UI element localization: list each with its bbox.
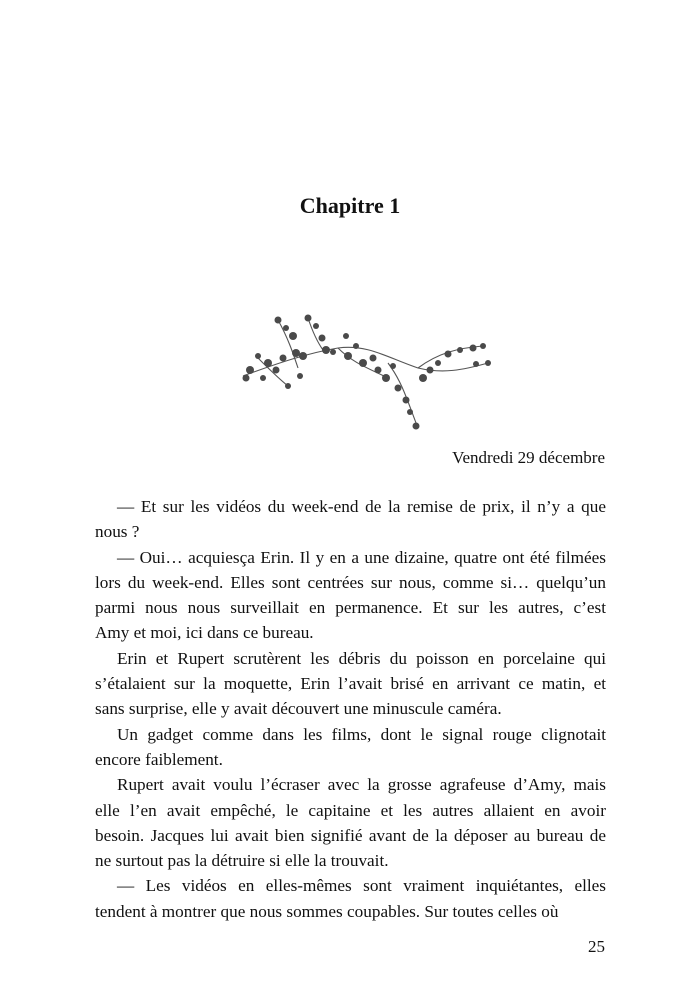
berry-dot [390,363,396,369]
page-number: 25 [588,937,605,956]
berry-dot [255,353,261,359]
berry-dot [246,366,254,374]
text-line: ne surtout pas la détruire si elle la trouvait. [95,851,389,871]
berry-dot [407,409,413,415]
berry-dot [285,383,291,389]
berry-dot [280,355,287,362]
berry-dot [445,351,452,358]
text-line: sans surprise, elle y avait découvert une minuscule caméra. [95,699,502,719]
chapter-date: Vendredi 29 décembre [452,448,605,467]
berry-dots [243,315,492,430]
berry-dot [353,343,359,349]
berry-dot [319,335,326,342]
text-line: tendent à montrer que nous sommes coupables. Sur toutes celles où [95,901,559,921]
body-text [95,494,606,924]
floral-branch-ornament [238,308,494,436]
berry-dot [480,343,486,349]
berry-dot [470,345,477,352]
berry-dot [322,346,330,354]
berry-dot [289,332,297,340]
berry-dot [297,373,303,379]
berry-dot [273,367,280,374]
berry-dot [343,333,349,339]
berry-dot [419,374,427,382]
text-line: parmi nous nous surveillait en permanence. Et sur les autres, c’est [95,598,606,618]
berry-dot [485,360,491,366]
berry-dot [292,349,300,357]
text-line: encore faiblement. [95,749,223,769]
berry-dot [427,367,434,374]
berry-dot [305,315,312,322]
berry-dot [395,385,402,392]
berry-dot [344,352,352,360]
berry-dot [330,349,336,355]
berry-dot [260,375,266,381]
berry-dot [243,375,250,382]
text-line: — Et sur les vidéos du week-end de la remise de prix, il n’y a que [117,497,606,516]
text-line: Erin et Rupert scrutèrent les débris du poisson en porcelaine qui [117,648,606,668]
text-line: s’étalaient sur la moquette, Erin l’avait brisé en arrivant ce matin, et [95,674,606,694]
text-line: Rupert avait voulu l’écraser avec la grosse agrafeuse d’Amy, mais [117,775,606,795]
berry-dot [313,323,319,329]
text-line: — Les vidéos en elles-mêmes sont vraiment inquiétantes, elles [117,876,606,896]
text-line: elle l’en avait empêché, le capitaine et les autres allaient en avoir [95,800,606,820]
berry-dot [275,317,282,324]
berry-dot [382,374,390,382]
text-line: — Oui… acquiesça Erin. Il y en a une dizaine, quatre ont été filmées [117,547,606,567]
berry-dot [264,359,272,367]
berry-dot [473,361,479,367]
branch-stems [243,318,488,428]
text-line: Amy et moi, ici dans ce bureau. [95,623,314,643]
berry-dot [283,325,289,331]
berry-dot [457,347,463,353]
text-line: nous ? [95,522,140,542]
berry-dot [359,359,367,367]
text-line: besoin. Jacques lui avait bien signifié avant de la déposer au bureau de [95,825,606,845]
berry-dot [370,355,377,362]
text-line: Un gadget comme dans les films, dont le signal rouge clignotait [117,724,606,744]
text-line: lors du week-end. Elles sont centrées sur nous, comme si… quelqu’un [95,572,606,592]
berry-dot [299,352,307,360]
chapter-title: Chapitre 1 [299,193,401,218]
berry-dot [375,367,382,374]
berry-dot [413,423,420,430]
berry-dot [403,397,410,404]
berry-dot [435,360,441,366]
